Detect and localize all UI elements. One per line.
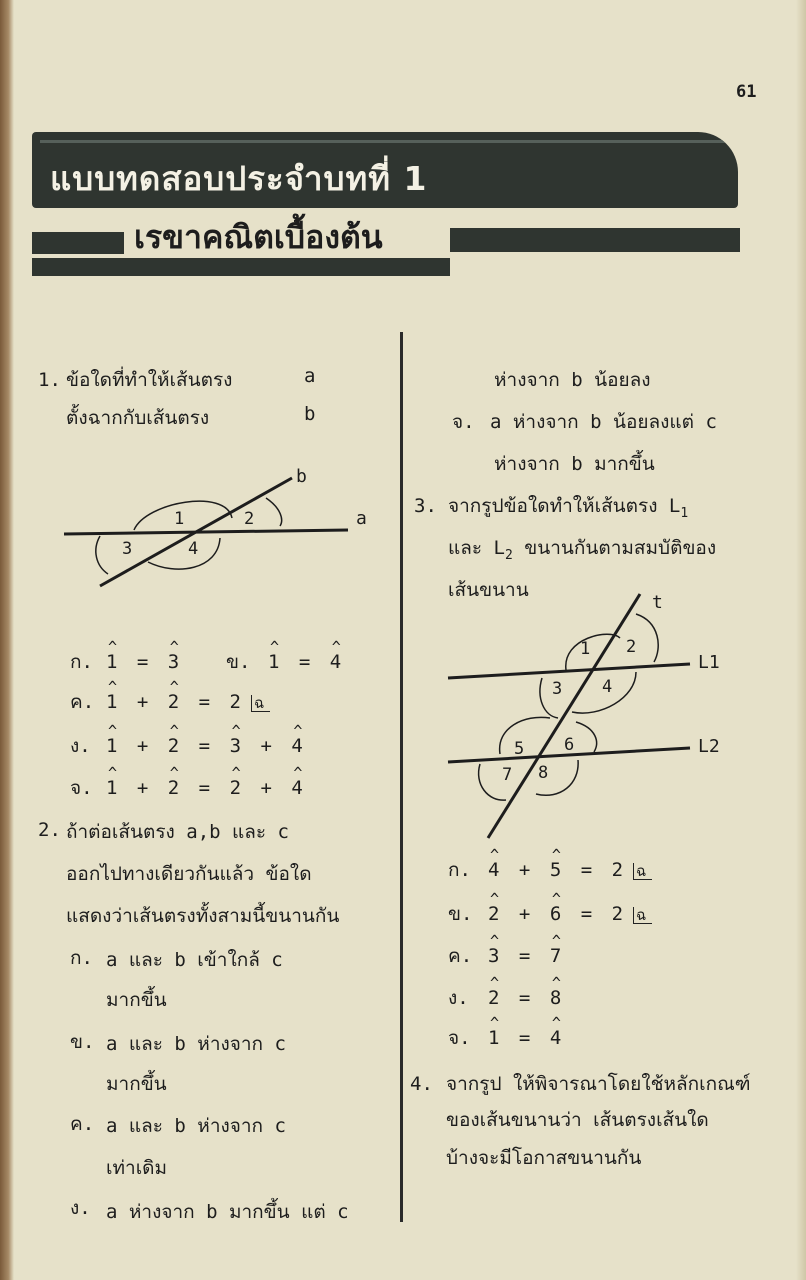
q4-text-line: ของเส้นขนานว่า เส้นตรงเส้นใด (446, 1109, 709, 1131)
q3-figure (440, 588, 740, 844)
q2-choice-text: a ห่างจาก b มากขึ้น แต่ c (106, 1201, 349, 1223)
q3-choice-label: ข. (448, 903, 473, 925)
q4-number: 4. (410, 1073, 433, 1095)
fig-label-b: b (296, 466, 307, 487)
q2-choice-cont: เท่าเดิม (106, 1157, 168, 1179)
q2-choice-label: ข. (70, 1031, 95, 1053)
fig-label-1: 1 (580, 639, 591, 659)
q2-choice-label: จ. (452, 411, 475, 433)
line-a (64, 530, 348, 534)
line-L1 (448, 664, 690, 678)
angle-arc-2 (266, 498, 282, 526)
q2-choice-text: a และ b เข้าใกล้ c (106, 949, 283, 971)
q2-choice-cont: มากขึ้น (106, 989, 167, 1011)
q1-choice-label: ค. (70, 691, 95, 713)
fig-label-1: 1 (174, 509, 185, 529)
q2-number: 2. (38, 819, 61, 841)
chapter-subtitle: เรขาคณิตเบื้องต้น (134, 218, 383, 256)
q2-choice-text: a และ b ห่างจาก c (106, 1033, 286, 1055)
page-number: 61 (736, 82, 757, 102)
decorative-bar (450, 228, 740, 252)
q2-text-line: ออกไปทางเดียวกันแล้ว ข้อใด (66, 863, 312, 885)
fig-label-3: 3 (122, 539, 133, 559)
q1-text-line2: ตั้งฉากกับเส้นตรง (66, 407, 210, 429)
q3-choice-expr: ^ 4 + ^ 5 = 2 ฉ (488, 858, 652, 882)
q1-choice-expr: ^ 1 + ^ 2 = 2 ฉ (106, 690, 270, 714)
q2-text-line: ถ้าต่อเส้นตรง a,b และ c (66, 821, 289, 843)
fig-label-a: a (356, 508, 367, 529)
angle-arc-2 (636, 614, 658, 662)
q2-choice-label: ค. (70, 1113, 95, 1135)
angle-arc-3 (96, 536, 108, 574)
q1-choice-label: ง. (70, 735, 91, 757)
q1-choice-expr: ^ 1 = ^ 4 (268, 650, 345, 674)
q1-text-line1: ข้อใดที่ทำให้เส้นตรง (66, 369, 233, 391)
chapter-title-banner (32, 132, 738, 208)
book-spine (0, 0, 14, 1280)
q3-choice-expr: ^ 3 = ^ 7 (488, 944, 565, 968)
decorative-bar (32, 232, 124, 254)
page-edge (796, 0, 806, 1280)
q2-choice-label: ง. (70, 1197, 91, 1219)
q3-choice-label: ก. (448, 859, 471, 881)
q2-text-line: แสดงว่าเส้นตรงทั้งสามนี้ขนานกัน (66, 905, 340, 927)
q2-choice-text: a ห่างจาก b น้อยลงแต่ c (490, 411, 717, 433)
q2-choice-cont: มากขึ้น (106, 1073, 167, 1095)
fig-label-4: 4 (188, 539, 199, 559)
q4-text-line: จากรูป ให้พิจารณาโดยใช้หลักเกณฑ์ (446, 1073, 751, 1095)
angle-arc-6 (576, 722, 597, 752)
line-t (488, 594, 640, 838)
q1-choice-expr: ^ 1 + ^ 2 = ^ 3 + ^ 4 (106, 734, 307, 758)
fig-label-4: 4 (602, 677, 613, 697)
fig-label-2: 2 (626, 637, 637, 657)
q3-text-line: และ $L_2$ ขนานกันตามสมบัติของ (448, 537, 717, 563)
fig-label-t: t (652, 592, 663, 613)
column-divider (400, 332, 403, 1222)
q2-choice-cont: ห่างจาก b มากขึ้น (494, 453, 655, 475)
q3-choice-label: ค. (448, 945, 473, 967)
fig-label-7: 7 (502, 765, 513, 785)
q2-choice-cont: ห่างจาก b น้อยลง (494, 369, 651, 391)
fig-label-L2: L2 (698, 736, 720, 757)
q1-var-b: b (304, 403, 316, 425)
q1-choice-label: ข. (226, 651, 251, 673)
q1-var-a: a (304, 365, 316, 387)
fig-label-L1: L1 (698, 652, 720, 673)
q3-text-line: จากรูปข้อใดทำให้เส้นตรง $L_1$ (448, 495, 689, 521)
q3-choice-expr: ^ 2 + ^ 6 = 2 ฉ (488, 902, 652, 926)
q1-number: 1. (38, 369, 61, 391)
fig-label-3: 3 (552, 679, 563, 699)
fig-label-6: 6 (564, 735, 575, 755)
q3-choice-expr: ^ 1 = ^ 4 (488, 1026, 565, 1050)
q2-choice-label: ก. (70, 947, 93, 969)
fig-label-5: 5 (514, 739, 525, 759)
q1-choice-label: ก. (70, 651, 93, 673)
q3-text-line: เส้นขนาน (448, 579, 529, 601)
q3-number: 3. (414, 495, 437, 517)
q1-choice-label: จ. (70, 777, 93, 799)
q1-choice-expr: ^ 1 + ^ 2 = ^ 2 + ^ 4 (106, 776, 307, 800)
q1-figure (56, 458, 376, 598)
q3-choice-label: จ. (448, 1027, 471, 1049)
q4-text-line: บ้างจะมีโอกาสขนานกัน (446, 1147, 642, 1169)
q1-choice-expr: ^ 1 = ^ 3 (106, 650, 183, 674)
q3-choice-label: ง. (448, 987, 469, 1009)
q3-choice-expr: ^ 2 = ^ 8 (488, 986, 565, 1010)
chapter-title: แบบทดสอบประจำบทที่ 1 (50, 159, 428, 198)
fig-label-2: 2 (244, 509, 255, 529)
q2-choice-text: a และ b ห่างจาก c (106, 1115, 286, 1137)
fig-label-8: 8 (538, 763, 549, 783)
